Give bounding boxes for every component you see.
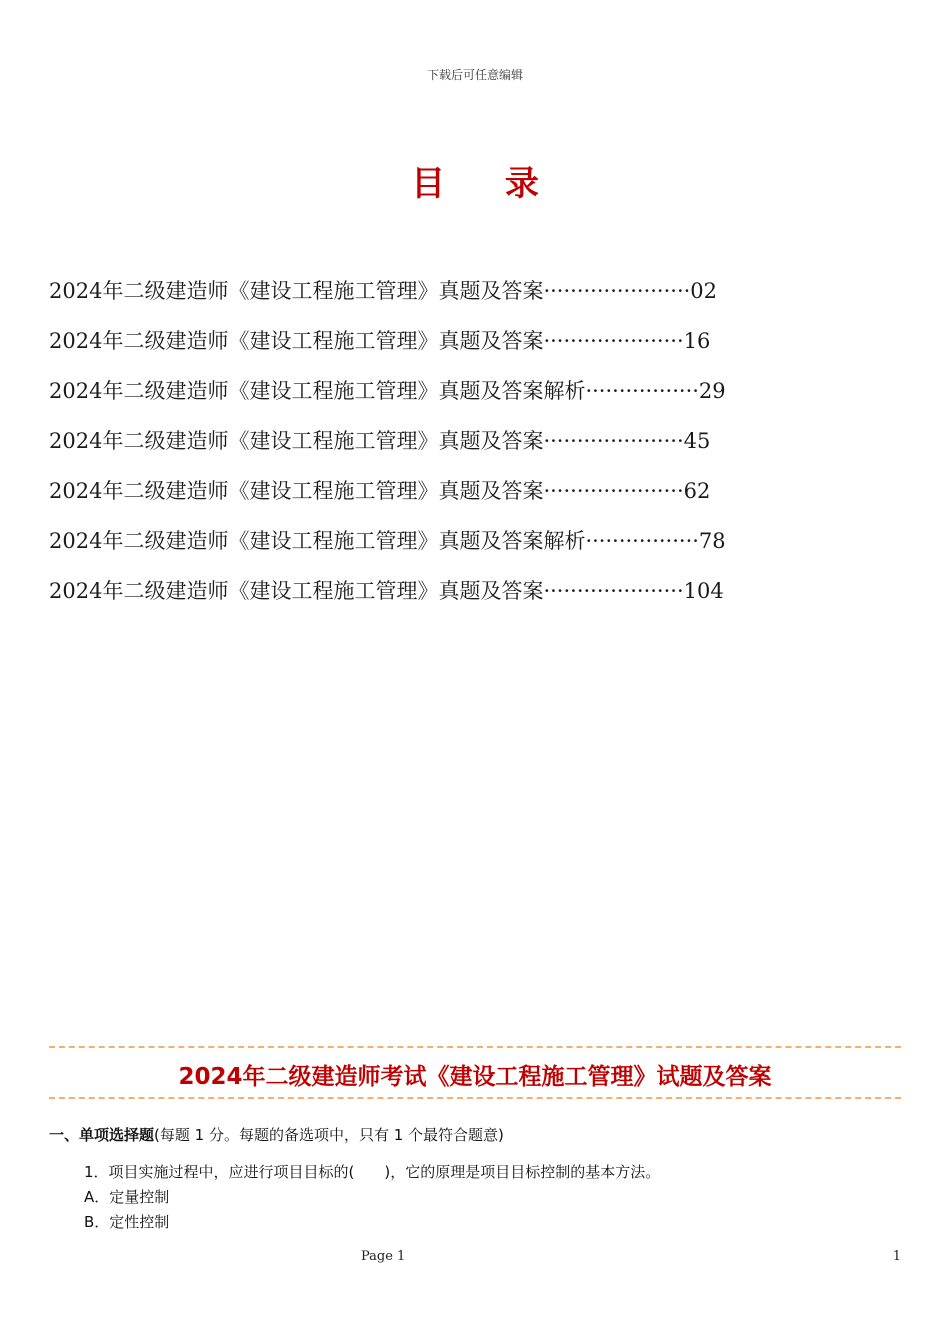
question-section-heading bbox=[49, 1124, 504, 1145]
footer-page-label: Page 1 bbox=[361, 1249, 406, 1264]
toc-item[interactable]: 2024年二级建造师《建设工程施工管理》真题及答案······················02 bbox=[49, 279, 718, 303]
option-a: A．定量控制 bbox=[84, 1188, 170, 1206]
toc-item[interactable]: 2024年二级建造师《建设工程施工管理》真题及答案·····················16 bbox=[49, 329, 711, 353]
divider-top bbox=[49, 1046, 901, 1048]
toc-item[interactable]: 2024年二级建造师《建设工程施工管理》真题及答案·····················104 bbox=[49, 579, 724, 603]
toc-list bbox=[49, 276, 909, 626]
toc-item[interactable]: 2024年二级建造师《建设工程施工管理》真题及答案·····················62 bbox=[49, 479, 711, 503]
toc-item[interactable]: 2024年二级建造师《建设工程施工管理》真题及答案解析·················78 bbox=[49, 529, 726, 553]
toc-item[interactable]: 2024年二级建造师《建设工程施工管理》真题及答案·····················45 bbox=[49, 429, 711, 453]
option-b: B．定性控制 bbox=[84, 1213, 170, 1231]
toc-item[interactable]: 2024年二级建造师《建设工程施工管理》真题及答案解析·················29 bbox=[49, 379, 726, 403]
heading-rest: (每题 1 分。每题的备选项中，只有 1 个最符合题意) bbox=[154, 1126, 504, 1144]
footer-page-number: 1 bbox=[892, 1249, 901, 1264]
header-note: 下载后可任意编辑 bbox=[426, 68, 523, 82]
divider-bottom bbox=[49, 1097, 901, 1099]
question-text: 1．项目实施过程中，应进行项目目标的( )，它的原理是项目目标控制的基本方法。 bbox=[84, 1163, 661, 1181]
heading-bold: 一、单项选择题 bbox=[49, 1126, 155, 1144]
section-title: 2024年二级建造师考试《建设工程施工管理》试题及答案 bbox=[178, 1064, 772, 1090]
toc-title: 目 录 bbox=[411, 164, 563, 204]
